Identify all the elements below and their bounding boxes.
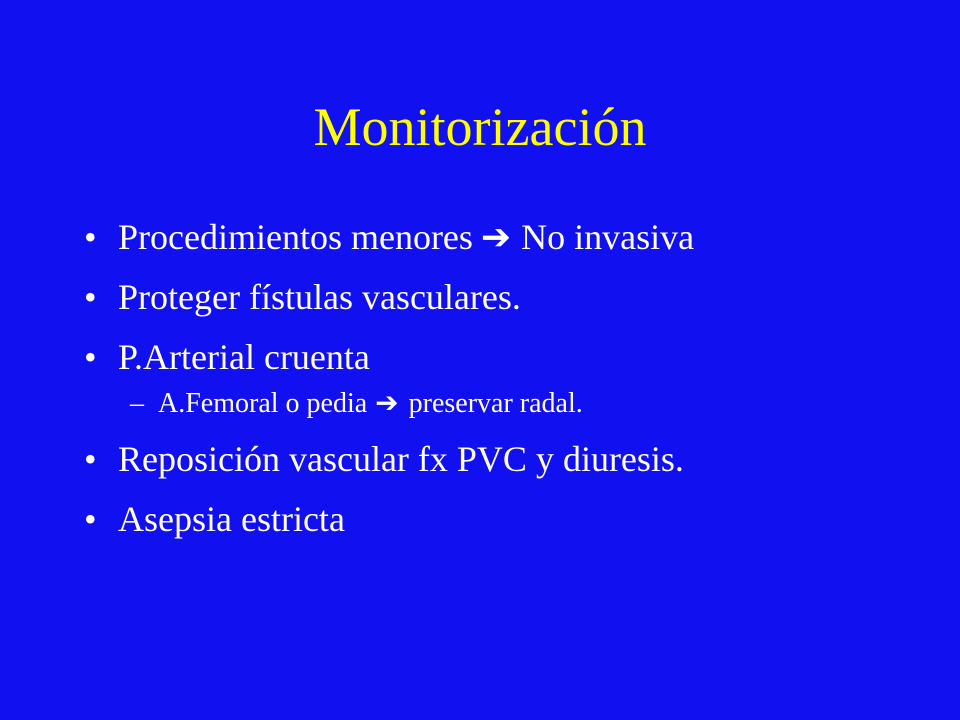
bullet-item-arterial [84,334,924,380]
bullet-icon: • [84,337,97,377]
bullet-text-after: No invasiva [521,217,695,257]
sub-bullet-text [158,386,583,422]
bullet-icon: • [84,217,97,257]
bullet-text: Proteger fístulas vasculares. [118,277,521,317]
bullet-item-fistulas [84,274,924,320]
bullet-text: P.Arterial cruenta [118,337,370,377]
bullet-icon: • [84,439,97,479]
sub-bullet-text-before: A.Femoral o pedia [158,388,368,419]
bullet-icon: • [84,277,97,317]
arrow-right-icon: ➔ [480,217,512,257]
bullet-icon: • [84,499,97,539]
dash-icon: – [130,388,144,419]
bullet-text-before: Procedimientos menores [118,217,473,257]
slide-title: Monitorización [313,97,647,157]
bullet-item-reposicion [84,436,924,482]
bullet-item-procedimientos [84,214,924,260]
sub-bullet-item-femoral [84,386,924,422]
arrow-right-icon: ➔ [375,388,399,419]
bullet-text: Asepsia estricta [118,499,345,539]
bullet-text: Reposición vascular fx PVC y diuresis. [118,439,684,479]
sub-bullet-text-after: preservar radal. [408,388,583,419]
bullet-item-asepsia [84,496,924,542]
bullet-list [84,214,924,556]
bullet-text [118,214,694,260]
